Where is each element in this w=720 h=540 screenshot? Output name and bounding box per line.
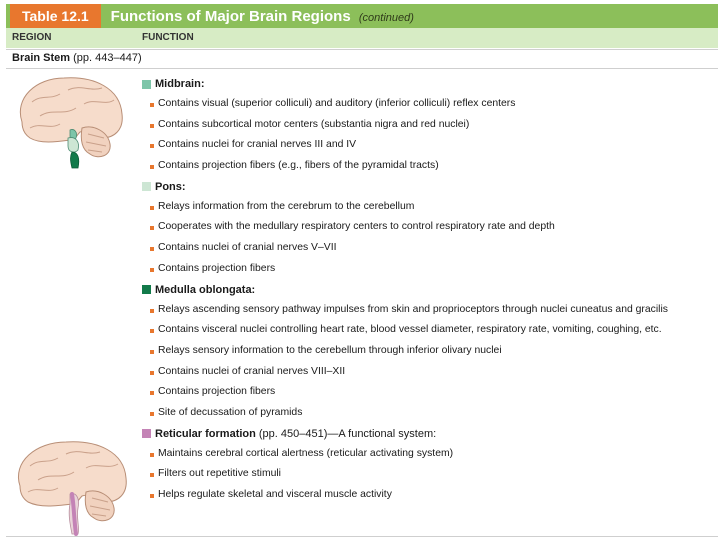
list-item: Maintains cerebral cortical alertness (reticular activating system) xyxy=(142,444,718,465)
list-item: Contains subcortical motor centers (substantia nigra and red nuclei) xyxy=(142,115,718,136)
subsection-title: Pons: xyxy=(155,180,186,193)
table-number-badge: Table 12.1 xyxy=(10,4,101,28)
table-title xyxy=(111,8,414,25)
pons-highlight xyxy=(68,138,79,152)
list-item: Cooperates with the medullary respiratory centers to control respiratory rate and depth xyxy=(142,217,718,238)
subsection-title: Reticular formation xyxy=(155,427,256,440)
list-item: Contains visual (superior colliculi) and auditory (inferior colliculi) reflex centers xyxy=(142,94,718,115)
table-bottom-rule xyxy=(6,536,718,537)
subsection-midbrain xyxy=(142,74,718,94)
brain-stem-illustration xyxy=(10,72,128,172)
list-item: Helps regulate skeletal and visceral muscle activity xyxy=(142,485,718,506)
section-heading-row xyxy=(6,49,718,69)
continued-label: (continued) xyxy=(358,11,414,24)
list-item: Contains nuclei of cranial nerves VIII–XII xyxy=(142,362,718,383)
table-title-text: Functions of Major Brain Regions xyxy=(110,7,351,25)
subsection-reticular xyxy=(142,424,718,444)
pons-color-key xyxy=(142,182,151,191)
list-item: Relays sensory information to the cerebellum through inferior olivary nuclei xyxy=(142,341,718,362)
reticular-color-key xyxy=(142,429,151,438)
list-item: Filters out repetitive stimuli xyxy=(142,464,718,485)
subsection-title: Medulla oblongata: xyxy=(155,283,256,296)
reticular-note: (pp. 450–451)—A functional system: xyxy=(258,427,437,440)
section-heading xyxy=(12,52,142,64)
list-item: Site of decussation of pyramids xyxy=(142,403,718,424)
medulla-color-key xyxy=(142,285,151,294)
column-headers xyxy=(6,28,718,48)
function-column-header: FUNCTION xyxy=(142,32,194,43)
medulla-highlight xyxy=(71,152,79,168)
region-column-header: REGION xyxy=(12,32,52,43)
list-item: Contains projection fibers (e.g., fibers of the pyramidal tracts) xyxy=(142,156,718,177)
reticular-formation-illustration xyxy=(8,436,132,536)
subsection-medulla xyxy=(142,280,718,300)
section-name: Brain Stem xyxy=(12,52,71,64)
function-content xyxy=(142,74,718,506)
list-item: Contains nuclei for cranial nerves III and IV xyxy=(142,135,718,156)
list-item: Relays information from the cerebrum to the cerebellum xyxy=(142,197,718,218)
list-item: Contains nuclei of cranial nerves V–VII xyxy=(142,238,718,259)
subsection-pons xyxy=(142,177,718,197)
subsection-title: Midbrain: xyxy=(155,78,205,90)
table-header xyxy=(6,4,718,28)
list-item: Contains projection fibers xyxy=(142,382,718,403)
midbrain-color-key xyxy=(142,80,151,89)
list-item: Relays ascending sensory pathway impulses from skin and proprioceptors through nuclei cuneatus and gracilis xyxy=(142,300,718,321)
list-item: Contains visceral nuclei controlling heart rate, blood vessel diameter, respiratory rate, vomiting, coughing, etc. xyxy=(142,320,718,341)
section-pages: (pp. 443–447) xyxy=(73,52,142,64)
list-item: Contains projection fibers xyxy=(142,259,718,280)
